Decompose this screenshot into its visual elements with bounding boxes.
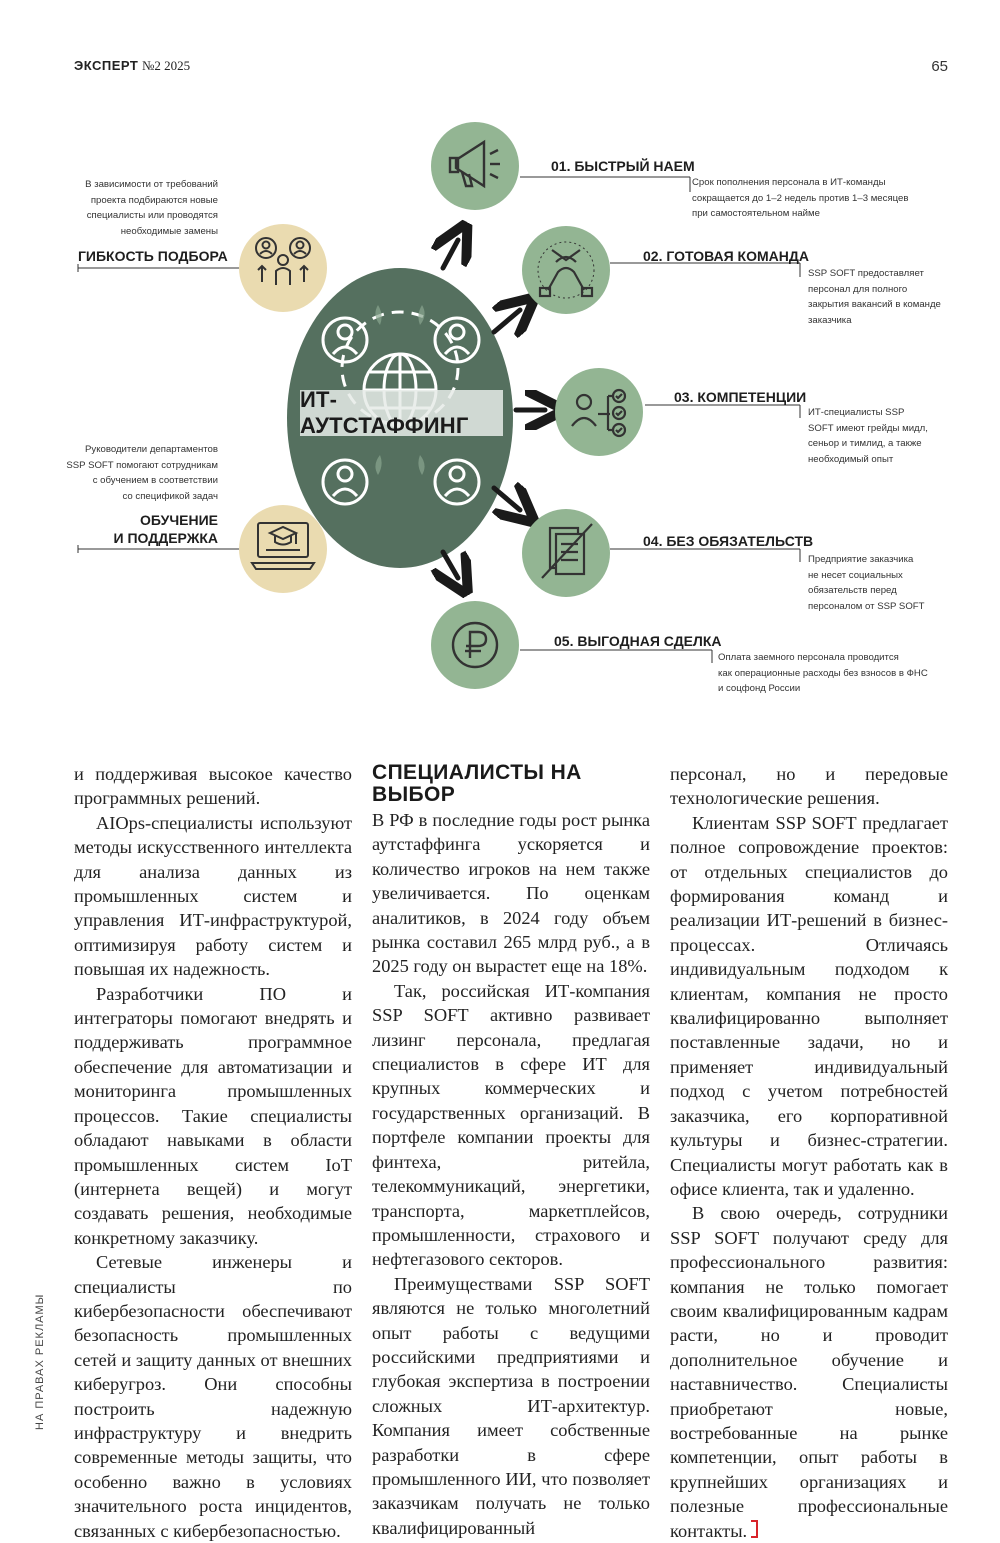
competence-description bbox=[808, 405, 958, 467]
description-line: не несет социальных bbox=[808, 569, 903, 581]
flexibility-heading: ГИБКОСТЬ ПОДБОРА bbox=[78, 248, 228, 264]
description-line: с обучением в соответствии bbox=[92, 475, 218, 486]
description-line: Оплата заемного персонала проводится bbox=[718, 652, 899, 663]
running-header bbox=[74, 58, 190, 74]
paragraph: Так, российская ИТ-компания SSP SOFT активно развивает лизинг персонала, предлагая специалистов в сфере ИТ для крупных коммерческих и государственных организаций. В портфеле компании проекты для финтеха, ритейла, телекоммуникаций, энергетики, транспорта, маркетплейсов, промышленности, страхового и нефтегазового секторов. bbox=[372, 980, 650, 1270]
description-line: SOFT имеют грейды мидл, bbox=[808, 422, 928, 434]
heading-line: И ПОДДЕРЖКА bbox=[113, 530, 218, 546]
description-line: В зависимости от требований bbox=[85, 179, 218, 190]
competence-circle bbox=[555, 368, 643, 456]
description-line: необходимый опыт bbox=[808, 453, 894, 465]
description-line: проекта подбираются новые bbox=[90, 194, 218, 206]
no-obligations-heading: 04. БЕЗ ОБЯЗАТЕЛЬСТВ bbox=[643, 533, 814, 549]
issue-number: №2 2025 bbox=[141, 58, 191, 73]
paragraph: персонал, но и передовые технологические решения. bbox=[670, 764, 948, 809]
training-heading bbox=[78, 511, 218, 547]
fast-hiring-description bbox=[692, 175, 942, 222]
fast-hiring-circle bbox=[431, 122, 519, 210]
section-heading: СПЕЦИАЛИСТЫ НА ВЫБОР bbox=[372, 761, 582, 806]
description-line: и соцфонд России bbox=[718, 683, 801, 694]
training-description bbox=[40, 442, 218, 504]
page-number: 65 bbox=[931, 58, 948, 75]
description-line: закрытия вакансий в команде bbox=[808, 299, 941, 310]
paragraph: Разработчики ПО и интеграторы помогают внедрять и поддерживать программное обеспечение для автоматизации и мониторинга промышленных процессов. Такие специалисты обладают навыками в области промышленных систем IoT (интернета вещей) и могут создавать решения, необходимые конкретному заказчику. bbox=[74, 983, 352, 1248]
description-line: сокращается до 1–2 недель против 1–3 месяцев bbox=[692, 192, 909, 204]
description-line: со спецификой задач bbox=[122, 490, 218, 502]
center-title: ИТ-АУТСТАФФИНГ bbox=[300, 390, 503, 436]
outstaffing-infographic bbox=[0, 100, 1000, 740]
paragraph: AIOps-специалисты используют методы искусственного интеллекта для анализа данных из промышленных систем и управления ИТ-инфраструктурой, оптимизируя работу систем и повышая их надежность. bbox=[74, 812, 352, 980]
paragraph: Преимуществами SSP SOFT являются не только многолетний опыт работы с ведущими российскими предприятиями и глубокая экспертиза в построении сложных ИТ-архитектур. Компания имеет собственные разработки в сфере промышленного ИИ, что позволяет заказчикам получать не только квалифицированный bbox=[372, 1273, 650, 1538]
description-line: как операционные расходы без взносов в ФНС bbox=[718, 667, 928, 679]
description-line: персонал для полного bbox=[808, 283, 908, 295]
description-line: необходимые замены bbox=[120, 225, 218, 237]
description-line: заказчика bbox=[808, 314, 852, 326]
no-obligations-description bbox=[808, 552, 958, 614]
ready-team-heading: 02. ГОТОВАЯ КОМАНДА bbox=[643, 248, 809, 264]
paragraph: и поддерживая высокое качество программных решений. bbox=[74, 764, 352, 809]
article-column-2 bbox=[372, 762, 650, 1540]
description-line: Предприятие заказчика bbox=[808, 554, 914, 565]
ready-team-circle bbox=[522, 226, 610, 314]
paragraph-text: В свою очередь, сотрудники SSP SOFT получают среду для профессионального развития: компания не только помогает своим квалифицированным кадрам расти, но и проводит дополнительное обучение и наставничество. Специалисты приобретают новые, востребованные на рынке компетенции, опыт работы в крупнейших организациях и полезные профессиональные контакты. bbox=[670, 1203, 948, 1541]
profitable-deal-heading: 05. ВЫГОДНАЯ СДЕЛКА bbox=[554, 633, 722, 649]
description-line: обязательств перед bbox=[808, 585, 897, 596]
article-column-1 bbox=[74, 762, 352, 1543]
competence-heading: 03. КОМПЕТЕНЦИИ bbox=[674, 389, 807, 405]
description-line: SSP SOFT помогают сотрудникам bbox=[66, 459, 218, 471]
profitable-deal-description bbox=[718, 650, 968, 697]
description-line: персоналом от SSP SOFT bbox=[808, 600, 925, 612]
paragraph bbox=[670, 1201, 948, 1543]
heading-line: ОБУЧЕНИЕ bbox=[140, 512, 218, 528]
paragraph: Клиентам SSP SOFT предлагает полное сопровождение проектов: от отдельных специалистов до формирования команд и реализации ИТ-решений в бизнес-процессах. Отличаясь индивидуальным подходом к клиентам, компания не просто квалифицированно выполняет поставленные задачи, но и применяет индивидуальный подход с учетом потребностей заказчика, его корпоративной культуры и бизнес-стратегии. Специалисты могут работать как в офисе клиента, так и удаленно. bbox=[670, 812, 948, 1199]
description-line: сеньор и тимлид, а также bbox=[808, 438, 922, 449]
ready-team-description bbox=[808, 266, 958, 328]
description-line: SSP SOFT предоставляет bbox=[808, 268, 924, 279]
paragraph: В РФ в последние годы рост рынка аутстаффинга ускоряется и количество игроков на нем также увеличивается. По оценкам аналитиков, в 2024 году объем рынка составил 265 млрд руб., а в 2025 году он вырастет еще на 18%. bbox=[372, 810, 650, 977]
end-of-article-mark bbox=[751, 1520, 758, 1538]
description-line: Срок пополнения персонала в ИТ-команды bbox=[692, 177, 886, 188]
description-line: специалисты или проводятся bbox=[86, 210, 218, 221]
paragraph: Сетевые инженеры и специалисты по кибербезопасности обеспечивают безопасность промышленных сетей и защиту данных от внешних киберугроз. Они способны построить надежную инфраструктуру и внедрить современные методы защиты, что особенно важно в условиях значительного роста инцидентов, связанных с кибербезопасностью. bbox=[74, 1252, 352, 1541]
advertising-notice: НА ПРАВАХ РЕКЛАМЫ bbox=[34, 1293, 46, 1430]
fast-hiring-heading: 01. БЫСТРЫЙ НАЕМ bbox=[551, 158, 695, 174]
flexibility-description bbox=[40, 177, 218, 239]
article-column-3 bbox=[670, 762, 948, 1543]
description-line: Руководители департаментов bbox=[85, 444, 218, 455]
description-line: ИТ-специалисты SSP bbox=[808, 407, 905, 418]
magazine-name: ЭКСПЕРТ bbox=[74, 58, 139, 73]
description-line: при самостоятельном найме bbox=[692, 208, 820, 219]
